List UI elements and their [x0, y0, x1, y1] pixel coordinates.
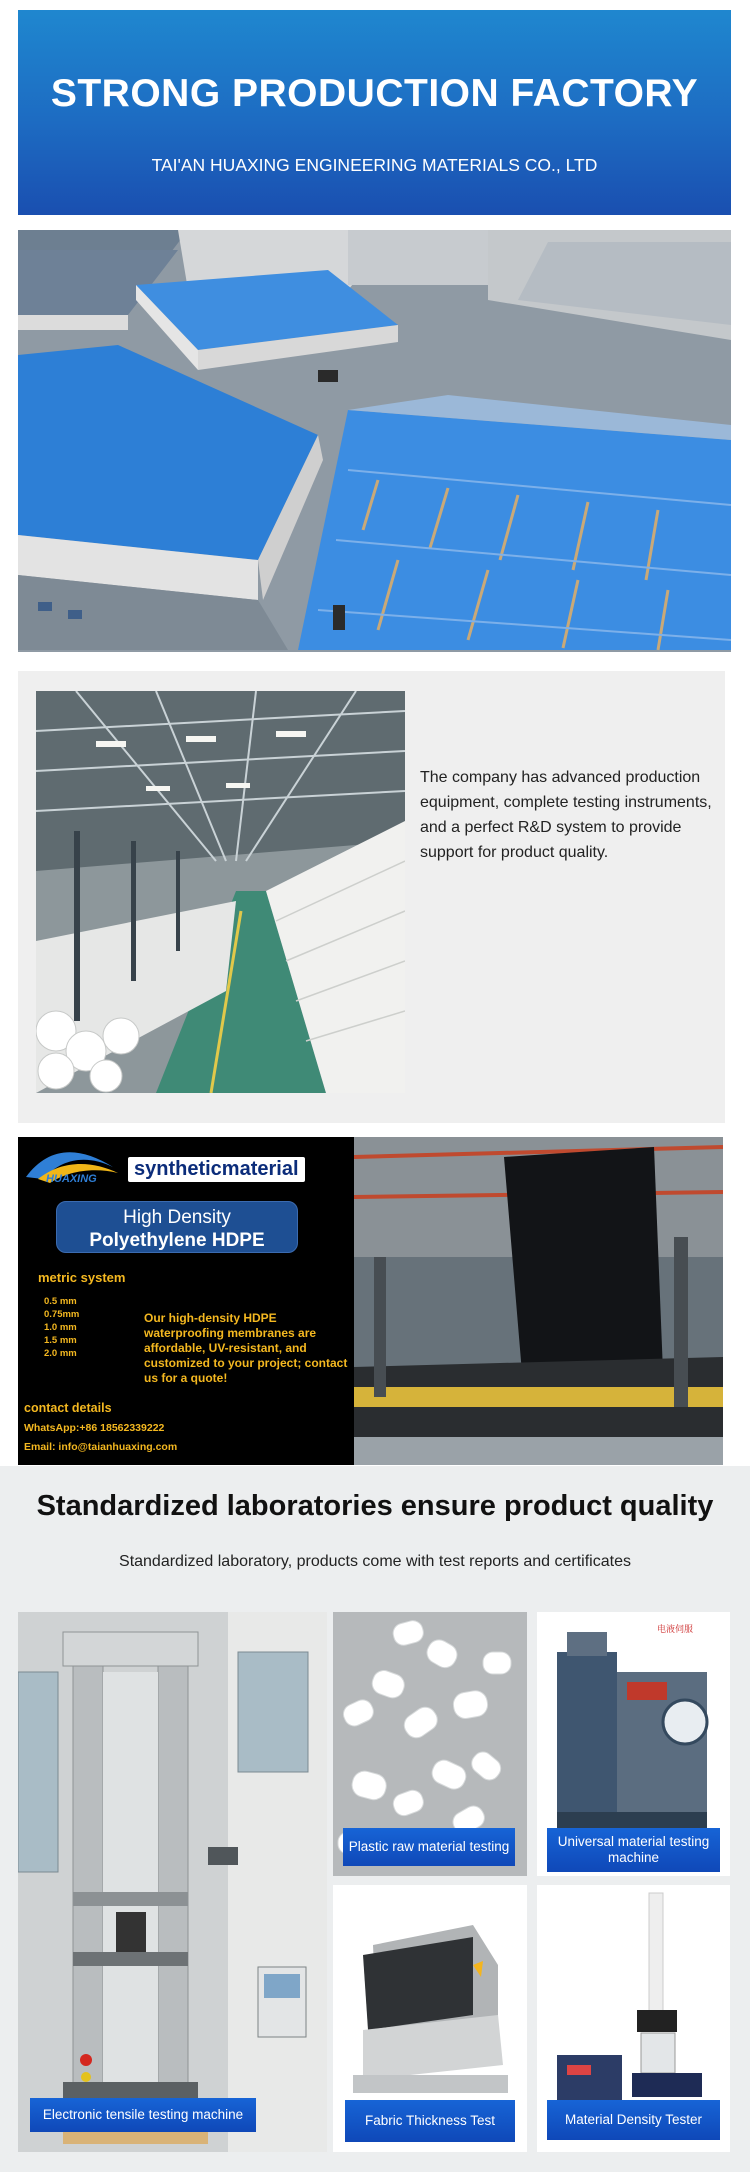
- lab-section-title: Standardized laboratories ensure product quality: [36, 1490, 714, 1522]
- hero-banner: [18, 10, 731, 215]
- size-item: 0.75mm: [44, 1309, 80, 1320]
- whatsapp-contact: WhatsApp:+86 18562339222: [24, 1422, 165, 1434]
- lab-card-plastic: [333, 1612, 527, 1876]
- product-pitch: Our high-density HDPE waterproofing membranes are affordable, UV-resistant, and customized to your project; contact us for a quote!: [144, 1311, 348, 1385]
- lab-section-subtitle: Standardized laboratory, products come with test reports and certificates: [119, 1553, 631, 1570]
- brand-label: syntheticmaterial: [128, 1157, 305, 1182]
- caption-plastic: Plastic raw material testing: [343, 1828, 515, 1866]
- product-name-box: [56, 1201, 298, 1253]
- size-item: 1.0 mm: [44, 1322, 77, 1333]
- machine-badge-text: 电液伺服: [657, 1624, 694, 1634]
- hdpe-product-banner: [18, 1137, 354, 1465]
- size-item: 1.5 mm: [44, 1335, 77, 1346]
- lab-card-density: [537, 1885, 730, 2152]
- page-title: STRONG PRODUCTION FACTORY: [50, 72, 699, 115]
- size-item: 0.5 mm: [44, 1296, 77, 1307]
- caption-fabric: Fabric Thickness Test: [345, 2100, 515, 2142]
- caption-tensile: Electronic tensile testing machine: [30, 2098, 256, 2132]
- caption-universal: Universal material testing machine: [547, 1828, 720, 1872]
- metric-heading: metric system: [38, 1270, 126, 1285]
- hdpe-logo-text: HUAXING: [46, 1173, 97, 1185]
- company-name: TAI'AN HUAXING ENGINEERING MATERIALS CO., LTD: [151, 155, 598, 175]
- size-list: [44, 1295, 79, 1360]
- lab-card-fabric: [333, 1885, 527, 2152]
- contact-heading: contact details: [24, 1401, 112, 1415]
- size-item: 2.0 mm: [44, 1348, 77, 1359]
- email-contact: Email: info@taianhuaxing.com: [24, 1441, 178, 1453]
- warehouse-photo: [36, 691, 405, 1093]
- factory-description: The company has advanced production equipment, complete testing instruments, and a perfect R&D system to provide support for product quality.: [420, 769, 712, 861]
- product-line-1: High Density: [123, 1207, 231, 1228]
- production-line-photo: [354, 1137, 723, 1465]
- factory-aerial-photo: [18, 230, 731, 652]
- caption-density: Material Density Tester: [547, 2100, 720, 2140]
- lab-card-universal: [537, 1612, 730, 1876]
- lab-card-tensile: [18, 1612, 327, 2152]
- product-line-2: Polyethylene HDPE: [89, 1230, 265, 1251]
